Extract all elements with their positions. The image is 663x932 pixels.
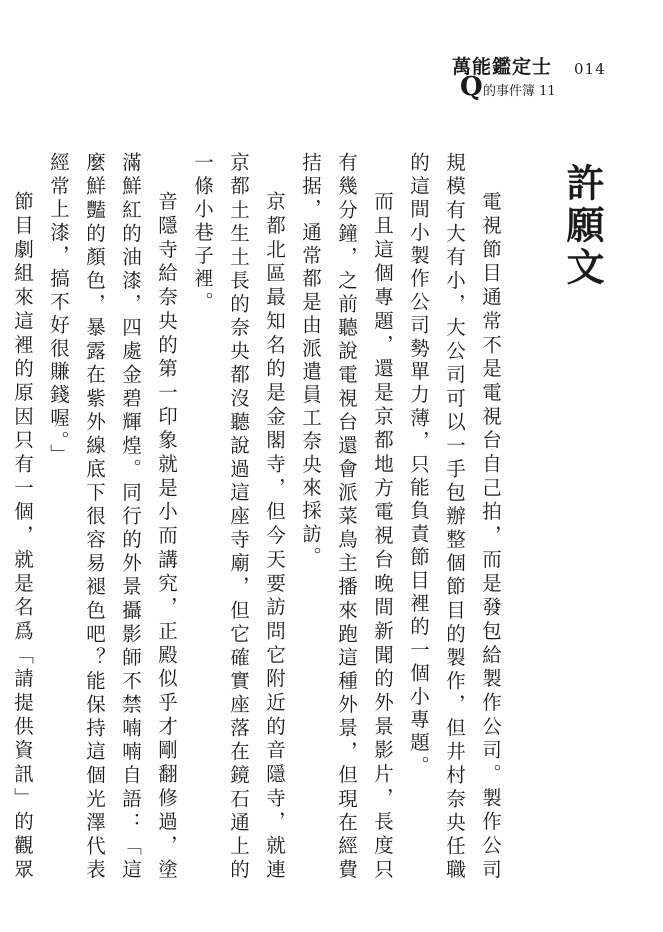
chapter-title: 許願文: [560, 163, 605, 289]
series-subtitle: 的事件簿 11: [483, 84, 556, 99]
body-text: [0, 152, 508, 882]
running-header: [452, 52, 642, 102]
series-title: 萬能鑑定士: [452, 56, 553, 78]
paragraph-1-rest: 司可以一手包辦整個節目的製作，但井村奈央任職的這間小製作公司勢單力薄，只能負責節目裡的一個小專題。: [407, 152, 466, 882]
paragraph-4: 音隱寺給奈央的第一印象就是小而講究，正殿似乎才剛翻修過，塗滿鮮紅的油漆，四處金碧輝煌。同行的外景攝影師不禁喃喃自語：「這麼鮮豔的顏色，暴露在紫外線底下很容易褪色吧？能保持這個光澤代表經常上漆，搞不好很賺錢喔。」: [47, 152, 178, 882]
paragraph-3: 京都北區最知名的是金閣寺，但今天要訪問它附近的音隱寺，就連京都土生土長的奈央都沒聽說過這座寺廟，但它確實座落在鏡石通上的一條小巷子裡。: [191, 152, 286, 882]
paragraph-5: 節目劇組來這裡的原因只有一個，就是名爲「請提供資訊」的觀眾: [11, 191, 34, 882]
page-number: 014: [574, 60, 606, 78]
series-logo-q: Q: [460, 72, 483, 102]
paragraph-1: [400, 152, 508, 882]
first-line: 電視節目通常不是電視台自己拍，而是發包給製作公司。製作公司規模有大有小，大公: [443, 152, 502, 882]
paragraph-2: 而且這個專題，還是京都地方電視台晚間新聞的外景影片，長度只有幾分鐘，之前聽說電視台還會派菜鳥主播來跑這種外景，但現在經費拮据，通常都是由派遣員工奈央來採訪。: [299, 152, 394, 882]
